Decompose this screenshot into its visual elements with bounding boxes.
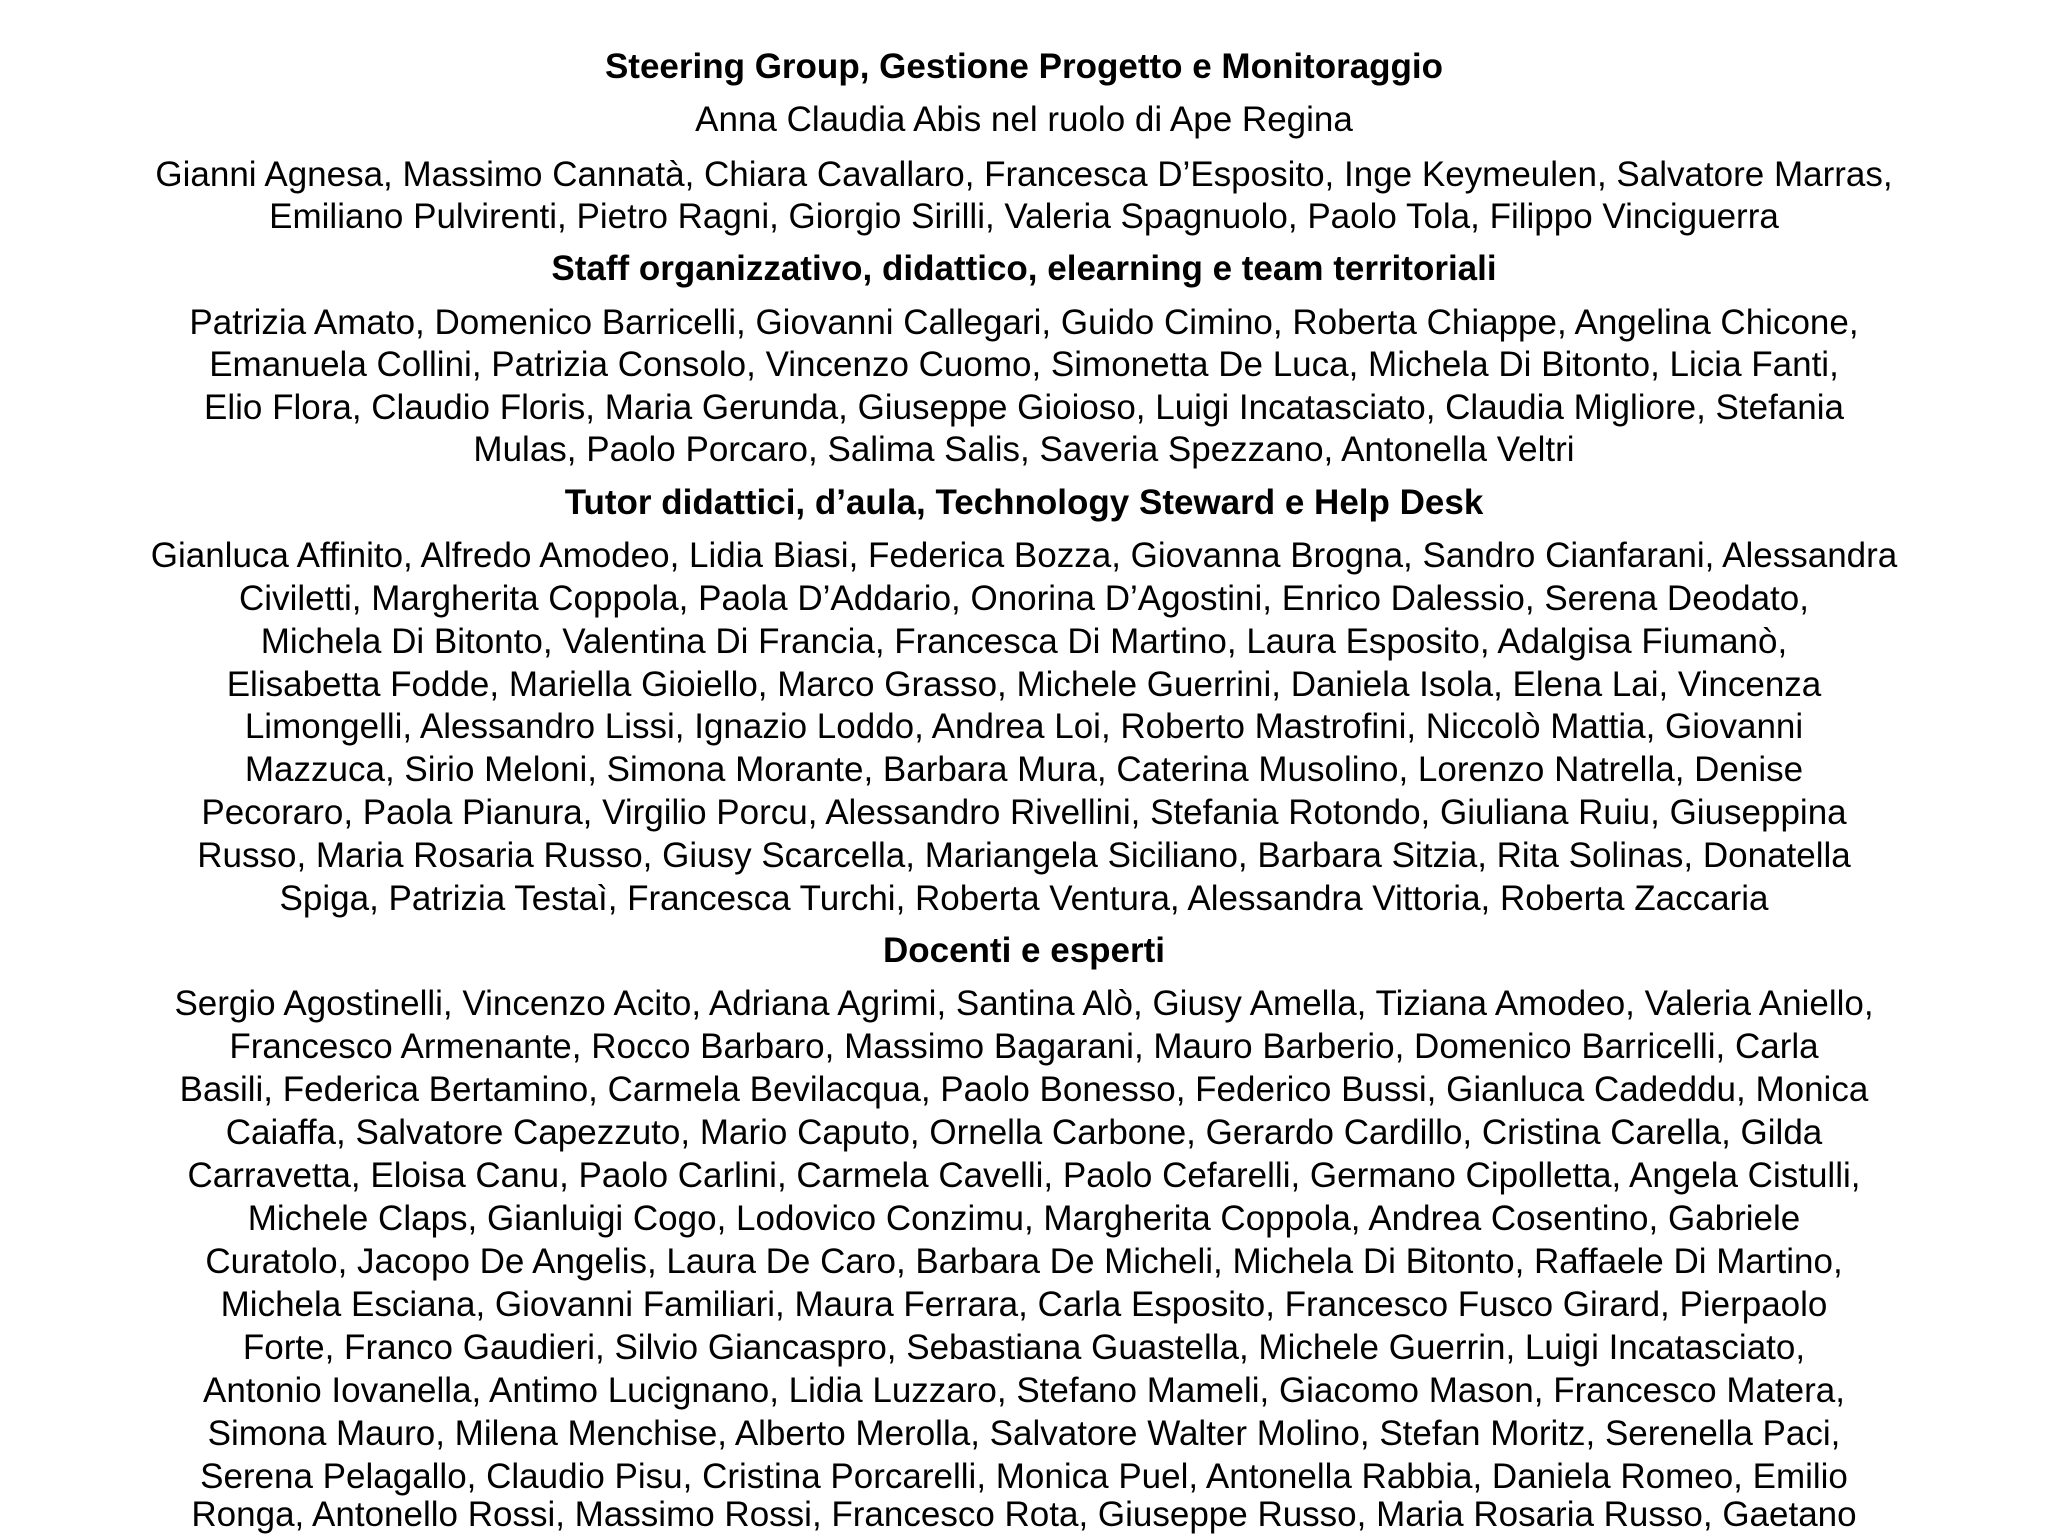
section-heading-docenti: Docenti e esperti [882, 931, 1166, 970]
text-line: Michela Di Bitonto, Valentina Di Francia, Francesca Di Martino, Laura Esposito, Adalgisa Fiumanò, [260, 622, 1788, 661]
text-line: Spiga, Patrizia Testaì, Francesca Turchi, Roberta Ventura, Alessandra Vittoria, Roberta Zaccaria [279, 879, 1769, 918]
text-line: Basili, Federica Bertamino, Carmela Bevilacqua, Paolo Bonesso, Federico Bussi, Gianluca Cadeddu, Monica [179, 1070, 1869, 1109]
text-line: Gianluca Affinito, Alfredo Amodeo, Lidia Biasi, Federica Bozza, Giovanna Brogna, Sandro Cianfarani, Alessandra [150, 536, 1898, 575]
text-line: Michela Esciana, Giovanni Familiari, Maura Ferrara, Carla Esposito, Francesco Fusco Girard, Pierpaolo [220, 1285, 1828, 1324]
section-heading-staff: Staff organizzativo, didattico, elearning e team territoriali [551, 249, 1497, 288]
text-line: Caiaffa, Salvatore Capezzuto, Mario Caputo, Ornella Carbone, Gerardo Cardillo, Cristina Carella, Gilda [225, 1113, 1823, 1152]
text-line: Patrizia Amato, Domenico Barricelli, Giovanni Callegari, Guido Cimino, Roberta Chiappe, Angelina Chicone, [189, 303, 1859, 342]
text-line: Civiletti, Margherita Coppola, Paola D’Addario, Onorina D’Agostini, Enrico Dalessio, Serena Deodato, [239, 579, 1809, 618]
section-heading-steering: Steering Group, Gestione Progetto e Monitoraggio [604, 47, 1444, 86]
text-line: Curatolo, Jacopo De Angelis, Laura De Caro, Barbara De Micheli, Michela Di Bitonto, Raffaele Di Martino, [205, 1242, 1843, 1281]
text-line: Emanuela Collini, Patrizia Consolo, Vincenzo Cuomo, Simonetta De Luca, Michela Di Bitonto, Licia Fanti, [209, 345, 1839, 384]
text-line: Limongelli, Alessandro Lissi, Ignazio Loddo, Andrea Loi, Roberto Mastrofini, Niccolò Mattia, Giovanni [244, 707, 1804, 746]
text-line: Emiliano Pulvirenti, Pietro Ragni, Giorgio Sirilli, Valeria Spagnuolo, Paolo Tola, Filippo Vinciguerra [269, 197, 1779, 236]
text-line: Simona Mauro, Milena Menchise, Alberto Merolla, Salvatore Walter Molino, Stefan Moritz, Serenella Paci, [207, 1414, 1841, 1453]
text-line: Antonio Iovanella, Antimo Lucignano, Lidia Luzzaro, Stefano Mameli, Giacomo Mason, Francesco Matera, [203, 1371, 1845, 1410]
text-line: Serena Pelagallo, Claudio Pisu, Cristina Porcarelli, Monica Puel, Antonella Rabbia, Daniela Romeo, Emilio [200, 1457, 1848, 1496]
text-line: Gianni Agnesa, Massimo Cannatà, Chiara Cavallaro, Francesca D’Esposito, Inge Keymeulen, Salvatore Marras, [155, 155, 1893, 194]
text-line: Michele Claps, Gianluigi Cogo, Lodovico Conzimu, Margherita Coppola, Andrea Cosentino, Gabriele [247, 1199, 1801, 1238]
text-line: Mulas, Paolo Porcaro, Salima Salis, Saveria Spezzano, Antonella Veltri [473, 430, 1575, 469]
text-line: Forte, Franco Gaudieri, Silvio Giancaspro, Sebastiana Guastella, Michele Guerrin, Luigi Incatasciato, [242, 1328, 1806, 1367]
text-line: Pecoraro, Paola Pianura, Virgilio Porcu, Alessandro Rivellini, Stefania Rotondo, Giuliana Ruiu, Giuseppina [201, 793, 1847, 832]
section-heading-tutor: Tutor didattici, d’aula, Technology Steward e Help Desk [564, 483, 1484, 522]
section-subheading-steering: Anna Claudia Abis nel ruolo di Ape Regina [695, 100, 1353, 139]
text-line: Elisabetta Fodde, Mariella Gioiello, Marco Grasso, Michele Guerrini, Daniela Isola, Elena Lai, Vincenza [226, 665, 1822, 704]
text-line: Russo, Maria Rosaria Russo, Giusy Scarcella, Mariangela Siciliano, Barbara Sitzia, Rita Solinas, Donatella [197, 836, 1851, 875]
text-line: Carravetta, Eloisa Canu, Paolo Carlini, Carmela Cavelli, Paolo Cefarelli, Germano Cipolletta, Angela Cistulli, [187, 1156, 1861, 1195]
text-line: Mazzuca, Sirio Meloni, Simona Morante, Barbara Mura, Caterina Musolino, Lorenzo Natrella, Denise [244, 750, 1804, 789]
text-line: Ronga, Antonello Rossi, Massimo Rossi, Francesco Rota, Giuseppe Russo, Maria Rosaria Russo, Gaetano [191, 1495, 1857, 1534]
text-line: Elio Flora, Claudio Floris, Maria Gerunda, Giuseppe Gioioso, Luigi Incatasciato, Claudia Migliore, Stefania [204, 388, 1844, 427]
text-line: Francesco Armenante, Rocco Barbaro, Massimo Bagarani, Mauro Barberio, Domenico Barricelli, Carla [229, 1027, 1819, 1066]
text-line: Sergio Agostinelli, Vincenzo Acito, Adriana Agrimi, Santina Alò, Giusy Amella, Tiziana Amodeo, Valeria Aniello, [174, 984, 1874, 1023]
